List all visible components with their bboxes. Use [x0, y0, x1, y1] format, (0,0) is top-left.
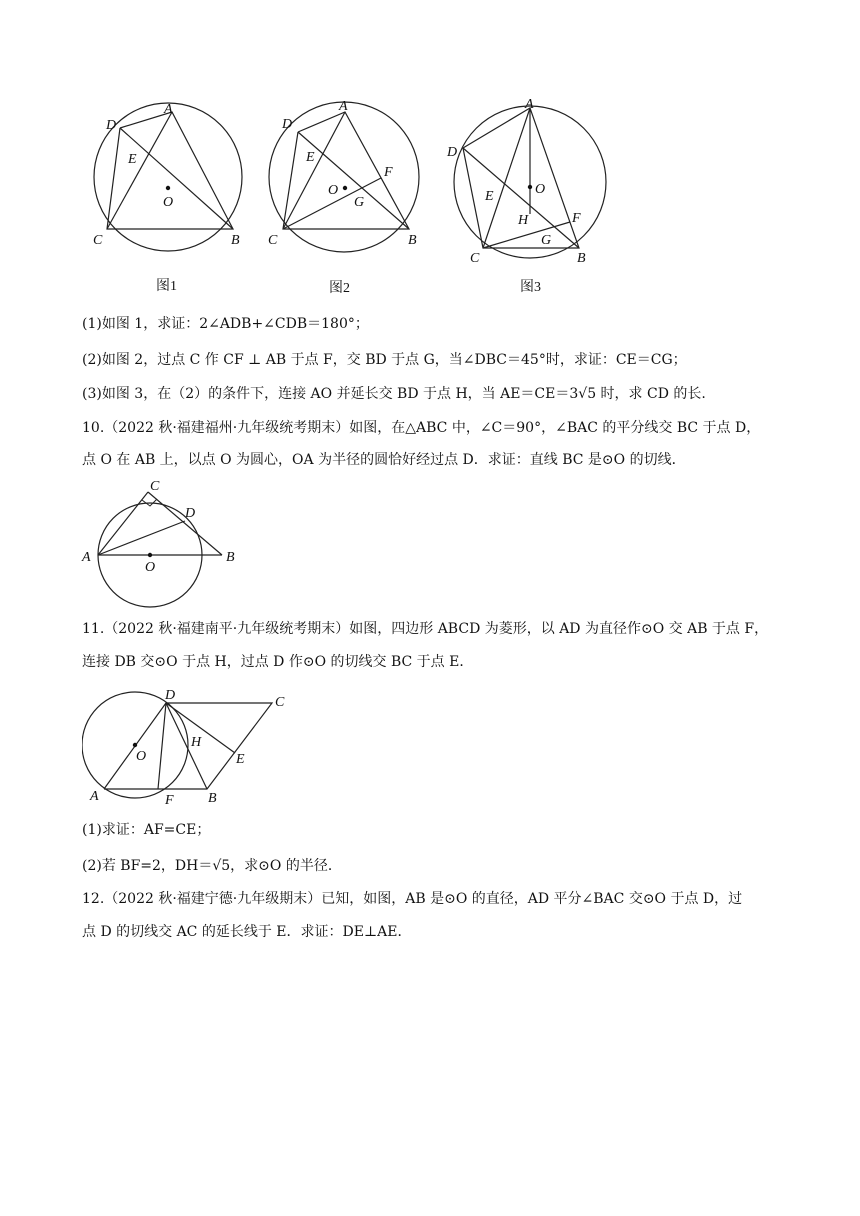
- fig3-label-H: H: [518, 213, 529, 228]
- q11-label-O: O: [136, 749, 147, 764]
- q10-label-A: A: [82, 550, 91, 565]
- figure-1: [82, 95, 252, 300]
- q10-label-B: B: [226, 550, 235, 565]
- q11-label-A: A: [90, 789, 99, 804]
- q10-line2: 点 O 在 AB 上，以点 O 为圆心，OA 为半径的圆恰好经过点 D．求证：直线 BC 是⊙O 的切线．: [82, 452, 686, 468]
- fig1-label-D: D: [106, 118, 117, 133]
- fig2-label-O: O: [328, 183, 339, 198]
- q11-label-H: H: [191, 735, 202, 750]
- fig1-label-E: E: [128, 152, 137, 167]
- q11-label-D: D: [165, 688, 176, 703]
- q9-part2: (2)如图 2，过点 C 作 CF ⊥ AB 于点 F，交 BD 于点 G，当∠DBC＝45°时，求证：CE＝CG；: [82, 352, 687, 368]
- fig2-label-B: B: [408, 233, 417, 248]
- fig3-label-D: D: [447, 145, 458, 160]
- fig2-label-D: D: [282, 117, 293, 132]
- q11-part1: (1)求证：AF=CE；: [82, 822, 211, 838]
- fig3-center-dot: [528, 185, 532, 189]
- q10-label-D: D: [185, 506, 196, 521]
- fig1-label-B: B: [231, 233, 240, 248]
- fig2-label-F: F: [384, 165, 393, 180]
- fig3-label-F: F: [572, 211, 581, 226]
- figure-q10: [76, 474, 246, 614]
- fig2-caption: 图2: [329, 281, 350, 296]
- q10-label-C: C: [150, 479, 160, 494]
- fig2-label-A: A: [339, 99, 348, 114]
- fig1-label-A: A: [164, 102, 173, 117]
- figure-q11: [82, 680, 292, 810]
- fig1-diag-DB: [120, 128, 233, 229]
- q11-label-C: C: [275, 695, 285, 710]
- fig3-label-G: G: [541, 233, 552, 248]
- fig3-label-B: B: [577, 251, 586, 266]
- fig3-label-O: O: [535, 182, 546, 197]
- fig3-label-E: E: [485, 189, 494, 204]
- fig2-label-G: G: [354, 195, 365, 210]
- q11-line-DF: [158, 703, 166, 789]
- q9-part1: (1)如图 1，求证：2∠ADB+∠CDB＝180°；: [82, 316, 369, 332]
- q12-line1: 12.（2022 秋·福建宁德·九年级期末）已知，如图，AB 是⊙O 的直径，AD 平分∠BAC 交⊙O 于点 D，过: [82, 891, 743, 907]
- q11-line1: 11.（2022 秋·福建南平·九年级统考期末）如图，四边形 ABCD 为菱形，以 AD 为直径作⊙O 交 AB 于点 F，: [82, 621, 769, 637]
- fig3-label-C: C: [470, 251, 480, 266]
- figure-2: [262, 90, 437, 300]
- q11-center-dot: [133, 743, 137, 747]
- fig1-center-dot: [166, 186, 170, 190]
- q11-label-B: B: [208, 791, 217, 806]
- q12-line2: 点 D 的切线交 AC 的延长线于 E．求证：DE⊥AE．: [82, 924, 412, 940]
- q11-label-F: F: [165, 793, 174, 808]
- q11-label-E: E: [236, 752, 245, 767]
- fig1-label-O: O: [163, 195, 174, 210]
- fig2-label-C: C: [268, 233, 278, 248]
- fig3-label-A: A: [525, 97, 534, 112]
- q9-part3: (3)如图 3，在（2）的条件下，连接 AO 并延长交 BD 于点 H，当 AE＝CE＝3√5 时，求 CD 的长.: [82, 386, 706, 402]
- fig2-label-E: E: [306, 150, 315, 165]
- q10-line1: 10.（2022 秋·福建福州·九年级统考期末）如图，在△ABC 中，∠C＝90°，∠BAC 的平分线交 BC 于点 D，: [82, 420, 761, 436]
- fig2-diag-DB: [298, 132, 409, 229]
- fig1-diag-AC: [107, 112, 172, 229]
- q11-part2: (2)若 BF=2，DH＝√5，求⊙O 的半径．: [82, 858, 342, 874]
- q10-label-O: O: [145, 560, 156, 575]
- q10-line-CB: [148, 492, 222, 555]
- fig3-caption: 图3: [520, 280, 541, 295]
- fig1-label-C: C: [93, 233, 103, 248]
- q11-line2: 连接 DB 交⊙O 于点 H，过点 D 作⊙O 的切线交 BC 于点 E．: [82, 654, 474, 670]
- fig2-center-dot: [343, 186, 347, 190]
- fig1-caption: 图1: [156, 279, 177, 294]
- figure-3: [440, 90, 620, 300]
- q10-center-dot: [148, 553, 152, 557]
